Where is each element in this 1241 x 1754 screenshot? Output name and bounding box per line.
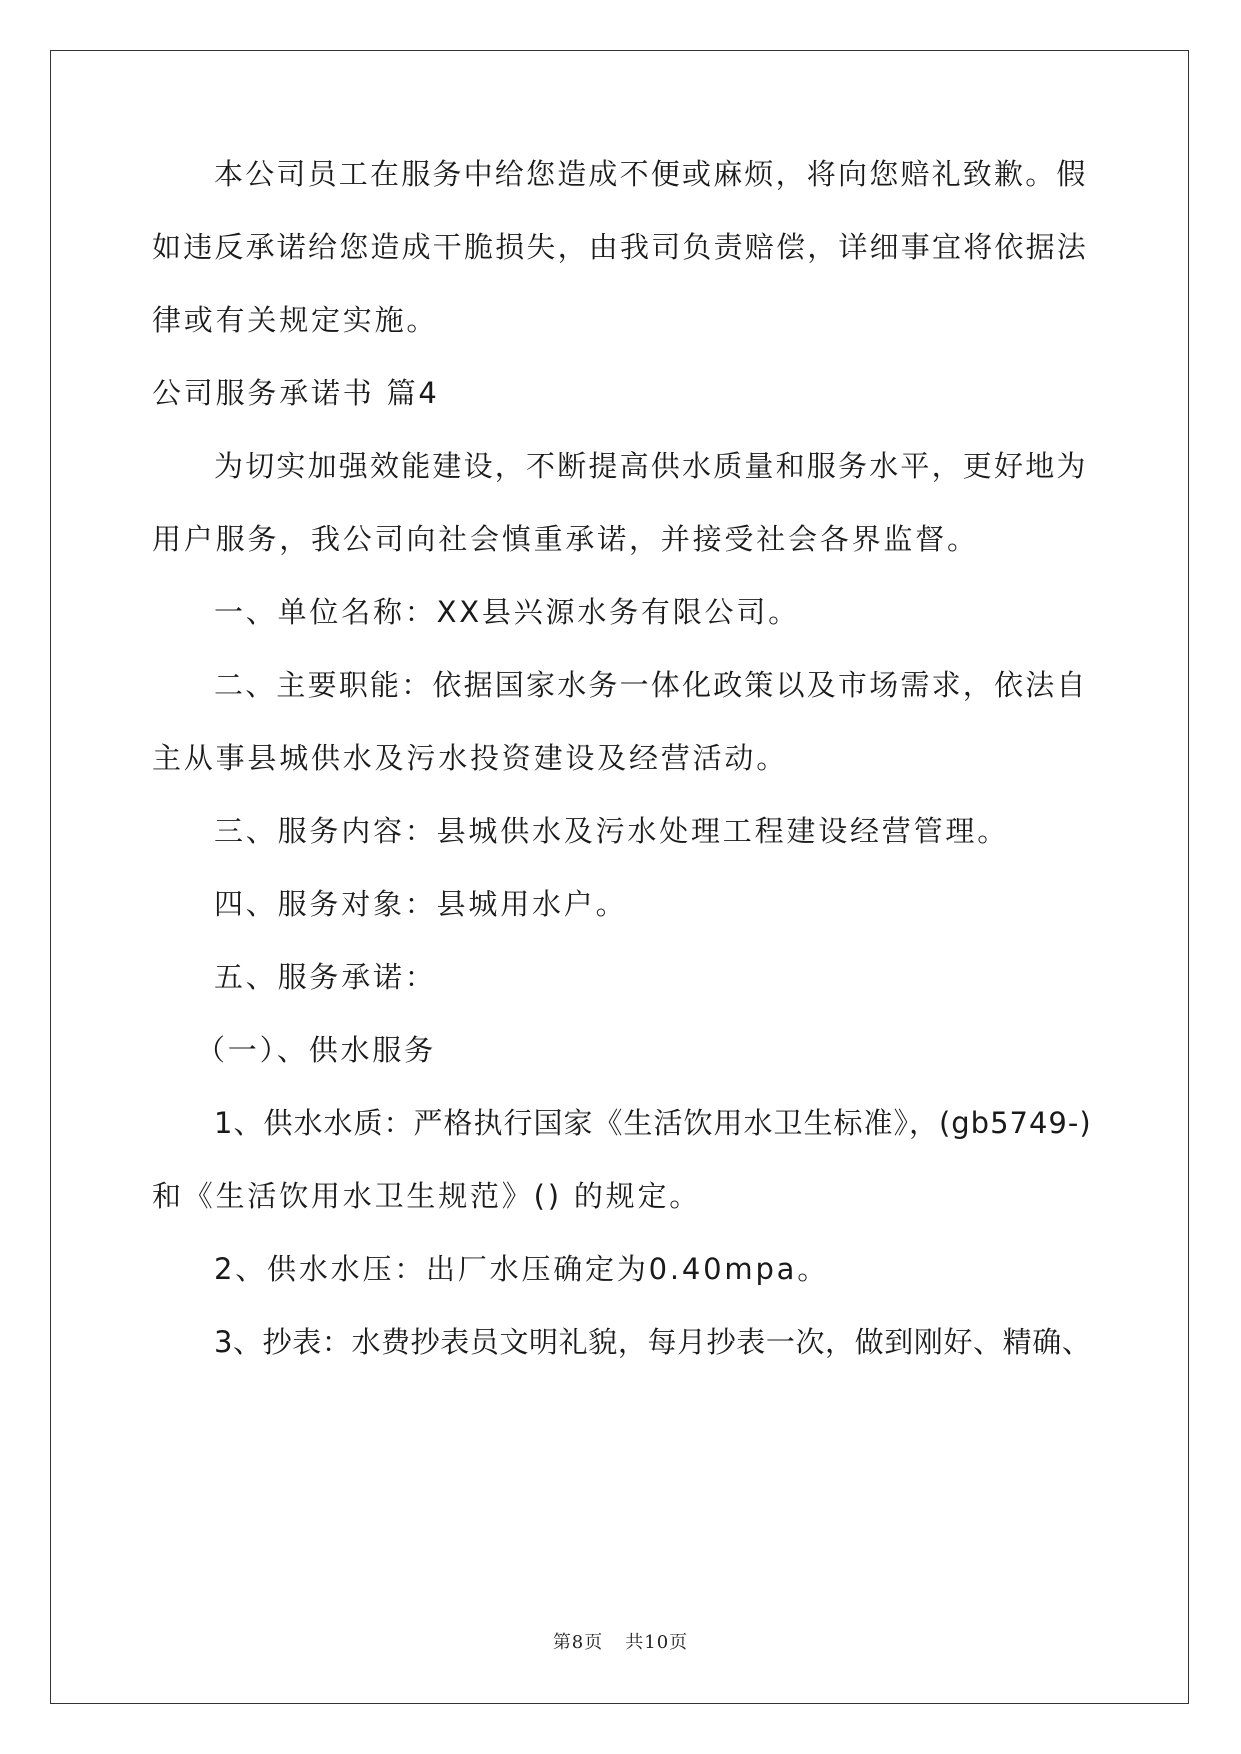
paragraph-line: 二、主要职能：依据国家水务一体化政策以及市场需求，依法自 xyxy=(214,668,1088,702)
paragraph-line: 和《生活饮用水卫生规范》() 的规定。 xyxy=(152,1179,702,1213)
paragraph-line: 律或有关规定实施。 xyxy=(152,303,439,337)
paragraph-line: 1、供水水质：严格执行国家《生活饮用水卫生标准》，(gb5749-) xyxy=(214,1106,1092,1140)
paragraph-line: 用户服务，我公司向社会慎重承诺，并接受社会各界监督。 xyxy=(152,522,979,556)
paragraph-line: 为切实加强效能建设，不断提高供水质量和服务水平，更好地为 xyxy=(214,449,1088,483)
paragraph-line: 一、单位名称：XX县兴源水务有限公司。 xyxy=(214,595,800,629)
paragraph-line: 如违反承诺给您造成干脆损失，由我司负责赔偿，详细事宜将依据法 xyxy=(152,230,1089,264)
paragraph-line: 四、服务对象：县城用水户。 xyxy=(214,887,628,921)
paragraph-line: 五、服务承诺： xyxy=(214,960,437,994)
page-number: 第8页 xyxy=(552,1632,604,1653)
paragraph-line: 2、供水水压：出厂水压确定为0.40mpa。 xyxy=(214,1252,830,1286)
section-heading: 公司服务承诺书 篇4 xyxy=(152,376,440,410)
paragraph-line: 本公司员工在服务中给您造成不便或麻烦，将向您赔礼致歉。假 xyxy=(214,157,1088,191)
page-total: 共10页 xyxy=(625,1632,689,1653)
paragraph-line: 3、抄表：水费抄表员文明礼貌，每月抄表一次，做到刚好、精确、 xyxy=(214,1325,1092,1359)
page-footer xyxy=(0,1628,1241,1654)
subsection-heading: （一）、供水服务 xyxy=(196,1033,436,1067)
page-border xyxy=(50,50,1189,1704)
paragraph-line: 主从事县城供水及污水投资建设及经营活动。 xyxy=(152,741,789,775)
paragraph-line: 三、服务内容：县城供水及污水处理工程建设经营管理。 xyxy=(214,814,1010,848)
